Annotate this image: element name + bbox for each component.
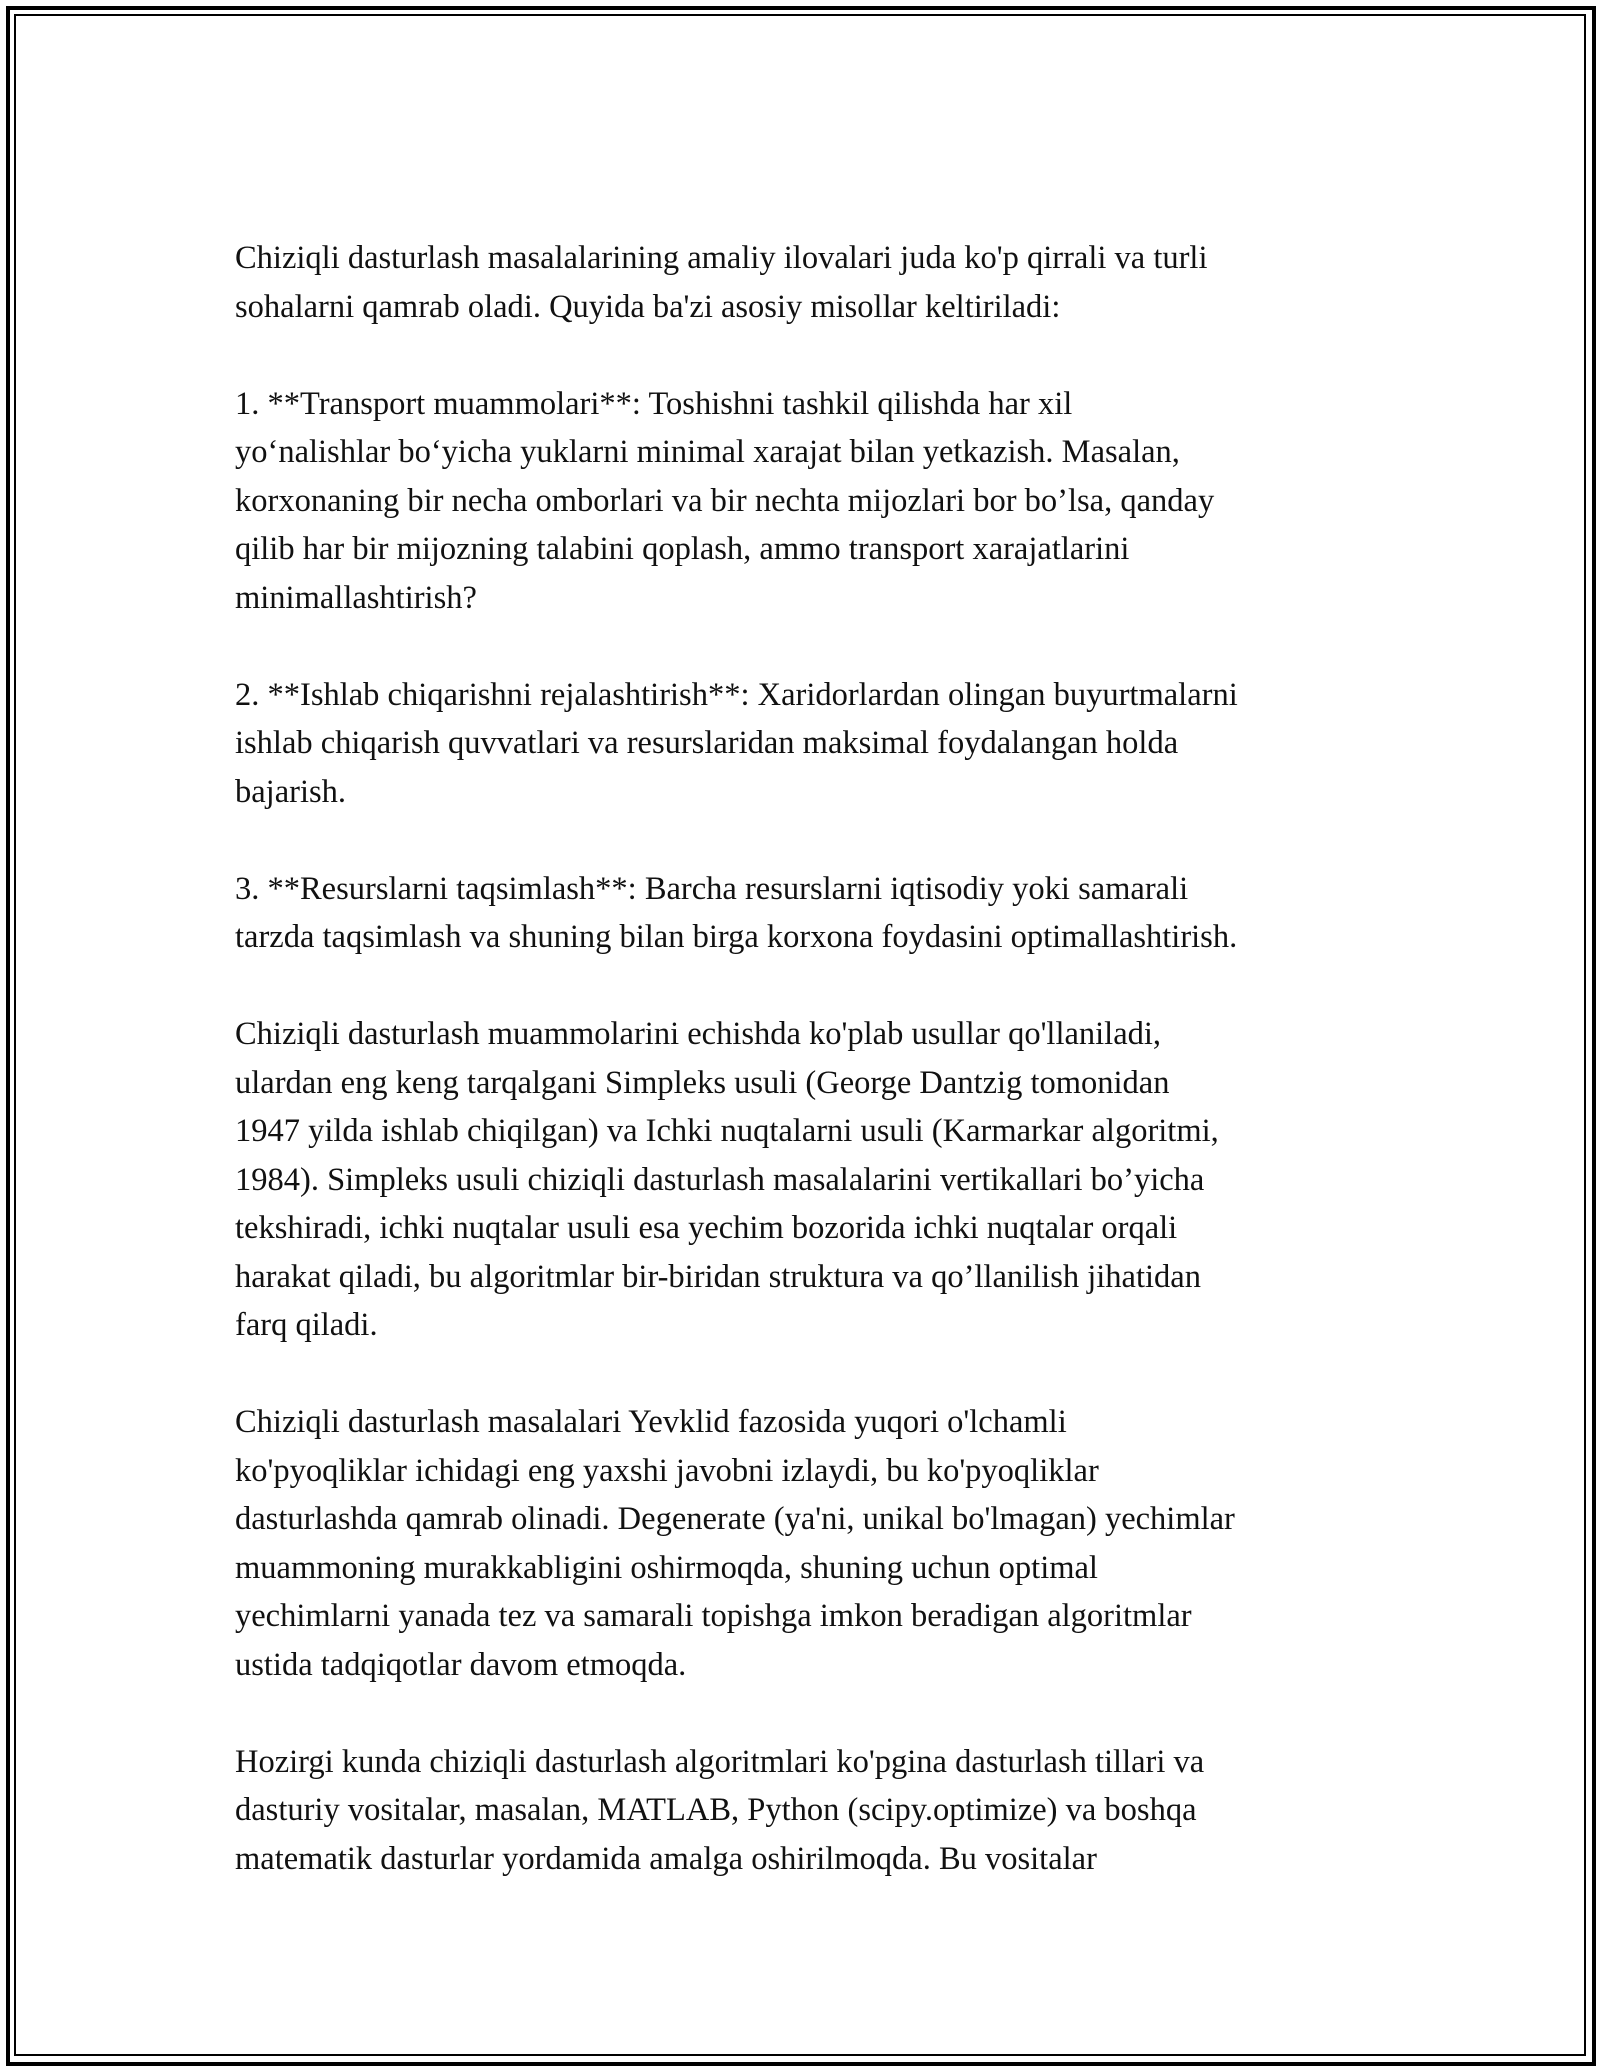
paragraph-transport: 1. **Transport muammolari**: Toshishni tashkil qilishda har xil yo‘nalishlar bo‘yicha yuklarni minimal xarajat bilan yetkazish. Masalan, korxonaning bir necha omborlari va bir nechta mijozlari bor bo’lsa, qanday qilib har bir mijozning talabini qoplash, ammo transport xarajatlarini minimallashtirish?	[235, 385, 1215, 616]
paragraph-software-tools: Hozirgi kunda chiziqli dasturlash algoritmlari ko'pgina dasturlash tillari va dasturiy vositalar, masalan, MATLAB, Python (scipy.optimize) va boshqa matematik dasturlar yordamida amalga oshirilmoqda. Bu vositalar	[235, 1743, 1205, 1877]
document-body	[235, 234, 1385, 1883]
paragraph-production-planning: 2. **Ishlab chiqarishni rejalashtirish**: Xaridorlardan olingan buyurtmalarni ishlab chiqarish quvvatlari va resurslaridan maksimal foydalangan holda bajarish.	[235, 676, 1238, 810]
paragraph-intro: Chiziqli dasturlash masalalarining amaliy ilovalari juda ko'p qirrali va turli sohalarni qamrab oladi. Quyida ba'zi asosiy misollar keltiriladi:	[235, 240, 1208, 325]
paragraph-solution-methods: Chiziqli dasturlash muammolarini echishda ko'plab usullar qo'llaniladi, ulardan eng keng tarqalgani Simpleks usuli (George Dantzig tomonidan 1947 yilda ishlab chiqilgan) va Ichki nuqtalarni usuli (Karmarkar algoritmi, 1984). Simpleks usuli chiziqli dasturlash masalalarini vertikallari bo’yicha tekshiradi, ichki nuqtalar usuli esa yechim bozorida ichki nuqtalar orqali harakat qiladi, bu algoritmlar bir-biridan struktura va qo’llanilish jihatidan farq qiladi.	[235, 1016, 1219, 1343]
paragraph-euclidean-space: Chiziqli dasturlash masalalari Yevklid fazosida yuqori o'lchamli ko'pyoqliklar ichidagi eng yaxshi javobni izlaydi, bu ko'pyoqliklar dasturlashda qamrab olinadi. Degenerate (ya'ni, unikal bo'lmagan) yechimlar muammoning murakkabligini oshirmoqda, shuning uchun optimal yechimlarni yanada tez va samarali topishga imkon beradigan algoritmlar ustida tadqiqotlar davom etmoqda.	[235, 1404, 1235, 1683]
paragraph-resource-allocation: 3. **Resurslarni taqsimlash**: Barcha resurslarni iqtisodiy yoki samarali tarzda taqsimlash va shuning bilan birga korxona foydasini optimallashtirish.	[235, 870, 1238, 955]
